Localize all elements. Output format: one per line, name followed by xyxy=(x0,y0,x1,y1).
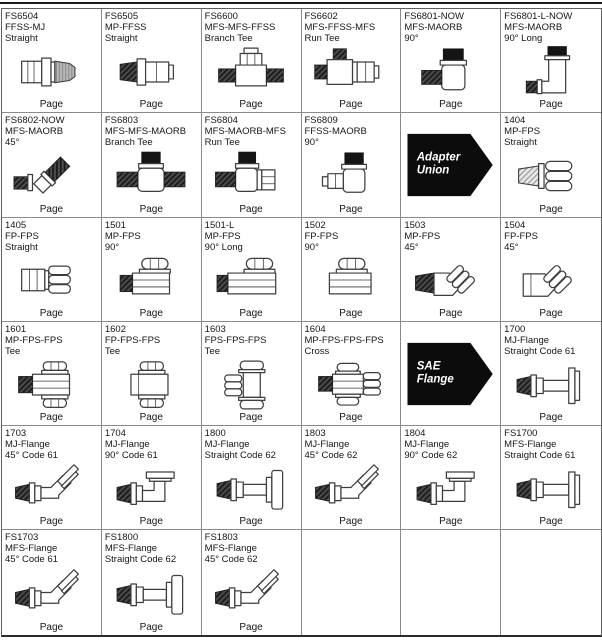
part-text xyxy=(2,9,101,44)
straight-mp-fps-icon xyxy=(501,148,601,203)
page-reference: Page xyxy=(39,203,64,215)
part-description: Tee xyxy=(104,345,121,357)
page-reference: Page xyxy=(339,412,363,424)
page-reference: Page xyxy=(239,99,263,111)
page-reference: Page xyxy=(239,203,263,215)
empty-cell xyxy=(302,530,402,634)
branch-tee-face-seal-icon xyxy=(202,44,301,99)
part-text xyxy=(302,113,401,148)
part-description: MP-FPS xyxy=(204,230,241,242)
part-text xyxy=(102,218,201,253)
part-description: 45° xyxy=(404,241,419,253)
part-number: 1501-L xyxy=(204,219,235,231)
part-description: MFS-MAORB xyxy=(404,22,463,33)
part-number: FS1703 xyxy=(5,532,39,544)
part-text xyxy=(2,113,101,148)
part-description: 45° Code 61 xyxy=(5,450,58,462)
elbow-90-long-mp-fps-icon xyxy=(202,253,301,308)
part-cell-1601 xyxy=(2,322,102,426)
part-description: MP-FPS xyxy=(104,230,141,242)
part-text xyxy=(2,426,101,461)
part-number: 1504 xyxy=(504,219,526,231)
part-description: Straight Code 61 xyxy=(504,345,576,357)
part-cell-1700 xyxy=(501,322,601,426)
part-description: MFS-Flange xyxy=(104,543,158,555)
part-text xyxy=(2,322,101,357)
elbow-90-fp-fps-icon xyxy=(302,253,401,308)
part-number: 1503 xyxy=(404,219,426,231)
part-cell-FS6801-NOW xyxy=(401,9,501,113)
part-text xyxy=(102,530,201,565)
flange-straight-62-icon xyxy=(102,565,201,621)
part-number: FS6802-NOW xyxy=(5,115,65,127)
part-text xyxy=(102,113,201,148)
part-number: FS6600 xyxy=(204,11,238,22)
part-description: Straight xyxy=(104,33,138,44)
part-text xyxy=(102,426,201,461)
part-description: 90° xyxy=(304,137,319,149)
part-description: Straight xyxy=(5,33,38,44)
page-reference: Page xyxy=(39,307,64,319)
part-text xyxy=(2,530,101,565)
part-text xyxy=(102,322,201,357)
part-description: 90° Long xyxy=(204,241,243,253)
part-description: 90° xyxy=(104,241,120,253)
elbow-45-orb-icon xyxy=(2,148,101,203)
part-number: FS1700 xyxy=(504,428,538,440)
part-text xyxy=(401,9,500,44)
arrow-label-line: Adapter xyxy=(416,151,461,164)
part-cell-1703 xyxy=(2,426,102,530)
flange-90-icon xyxy=(102,461,201,516)
tee-mp-fps-icon xyxy=(2,357,101,412)
page-reference: Page xyxy=(39,516,64,528)
part-text xyxy=(202,322,301,357)
part-description: 90° Code 61 xyxy=(104,450,158,462)
part-cell-1501-L xyxy=(202,218,302,322)
part-cell-1503 xyxy=(401,218,501,322)
page-reference: Page xyxy=(539,516,563,528)
page-top-rule xyxy=(0,2,602,4)
part-description: MP-FPS-FPS-FPS xyxy=(304,334,384,346)
page-reference: Page xyxy=(339,203,363,215)
part-number: 1804 xyxy=(404,428,426,440)
part-number: 1404 xyxy=(504,115,526,127)
part-cell-FS6602 xyxy=(302,9,402,113)
part-description: Straight Code 61 xyxy=(504,450,576,462)
page-reference: Page xyxy=(139,203,163,215)
part-cell-1405 xyxy=(2,218,102,322)
section-arrow-adapter-union xyxy=(401,113,501,217)
arrow-label xyxy=(417,360,454,387)
flange-45-icon xyxy=(302,461,401,516)
flange-straight-61-icon xyxy=(501,357,601,412)
page-reference: Page xyxy=(139,516,163,528)
part-description: MFS-FFSS-MFS xyxy=(304,22,376,33)
part-number: 1405 xyxy=(5,219,27,231)
part-cell-1404 xyxy=(501,113,601,217)
part-text xyxy=(401,218,500,253)
run-tee-face-seal-icon xyxy=(302,44,401,99)
arrow-label-line: Union xyxy=(416,164,450,177)
part-number: 1703 xyxy=(5,428,27,440)
part-cell-FS1703 xyxy=(2,530,102,634)
part-description: Straight xyxy=(504,137,537,149)
page-reference: Page xyxy=(239,621,263,633)
page-reference: Page xyxy=(539,307,563,319)
part-text xyxy=(202,426,301,461)
part-description: MFS-MAORB xyxy=(5,126,64,138)
page-reference: Page xyxy=(539,99,563,111)
part-text xyxy=(202,9,301,44)
arrow-label-line: Flange xyxy=(416,373,454,386)
part-description: FP-FPS xyxy=(504,230,538,242)
part-text xyxy=(501,426,601,461)
part-description: Branch Tee xyxy=(204,33,253,44)
part-description: MJ-Flange xyxy=(304,439,350,451)
part-description: Tee xyxy=(5,345,21,357)
part-description: Tee xyxy=(204,345,220,357)
part-cell-FS6802-NOW xyxy=(2,113,102,217)
part-number: 1501 xyxy=(104,219,126,231)
flange-straight-61-icon xyxy=(501,461,601,516)
part-text xyxy=(501,218,601,253)
part-cell-1704 xyxy=(102,426,202,530)
part-number: 1601 xyxy=(5,323,27,335)
part-description: MFS-MFS-MAORB xyxy=(104,126,187,138)
flange-straight-62-icon xyxy=(202,461,301,516)
part-description: MP-FPS xyxy=(404,230,441,242)
page-reference: Page xyxy=(139,412,163,424)
part-description: 45° xyxy=(504,241,519,253)
page-reference: Page xyxy=(139,99,163,111)
flange-45-icon xyxy=(2,461,101,516)
part-cell-FS1803 xyxy=(202,530,302,634)
cross-mp-fps-icon xyxy=(302,357,401,412)
part-number: 1604 xyxy=(304,323,326,335)
part-text xyxy=(401,426,500,461)
part-description: Run Tee xyxy=(204,137,240,149)
part-text xyxy=(302,9,401,44)
part-text xyxy=(501,9,601,44)
part-description: FP-FPS xyxy=(304,230,339,242)
part-description: MP-FPS xyxy=(504,126,541,138)
page-reference: Page xyxy=(339,307,363,319)
part-text xyxy=(501,322,601,357)
part-text xyxy=(302,322,401,357)
part-number: FS6801-L-NOW xyxy=(504,11,573,22)
page-reference: Page xyxy=(139,307,163,319)
part-cell-FS6505 xyxy=(102,9,202,113)
part-description: MFS-MAORB xyxy=(504,22,563,33)
page-reference: Page xyxy=(339,516,363,528)
part-description: FPS-FPS-FPS xyxy=(204,334,267,346)
section-arrow-sae-flange xyxy=(401,322,501,426)
empty-cell xyxy=(401,530,501,634)
page-reference: Page xyxy=(439,516,463,528)
part-cell-1504 xyxy=(501,218,601,322)
part-text xyxy=(2,218,101,253)
straight-fp-fps-icon xyxy=(2,253,101,308)
flange-45-icon xyxy=(202,565,301,621)
part-description: MFS-Flange xyxy=(504,439,557,451)
part-description: MJ-Flange xyxy=(204,439,250,451)
part-description: MP-FPS-FPS xyxy=(5,334,63,346)
part-description: MP-FFSS xyxy=(104,22,147,33)
elbow-90-ffss-orb-icon xyxy=(302,148,401,203)
part-cell-1501 xyxy=(102,218,202,322)
part-number: FS1800 xyxy=(104,532,139,544)
part-text xyxy=(501,113,601,148)
part-cell-1800 xyxy=(202,426,302,530)
part-description: FP-FPS-FPS xyxy=(104,334,161,346)
catalog-grid xyxy=(1,8,602,637)
part-cell-1603 xyxy=(202,322,302,426)
part-number: 1603 xyxy=(204,323,226,335)
part-text xyxy=(202,218,301,253)
part-number: FS6602 xyxy=(304,11,338,22)
part-description: MFS-MAORB-MFS xyxy=(204,126,286,138)
part-description: MFS-Flange xyxy=(5,543,58,555)
part-description: 90° Long xyxy=(504,33,543,44)
part-description: MJ-Flange xyxy=(104,439,150,451)
page-reference: Page xyxy=(439,99,463,111)
elbow-90-mp-fps-icon xyxy=(102,253,201,308)
section-arrow-shape xyxy=(403,121,499,209)
part-description: Run Tee xyxy=(304,33,340,44)
part-text xyxy=(302,218,401,253)
part-description: Branch Tee xyxy=(104,137,153,149)
part-description: 45° Code 62 xyxy=(204,554,258,566)
part-description: FFSS-MJ xyxy=(5,22,46,33)
part-cell-FS1700 xyxy=(501,426,601,530)
section-arrow-shape xyxy=(403,330,499,418)
part-cell-FS6801-L-NOW xyxy=(501,9,601,113)
part-number: FS6803 xyxy=(104,115,139,127)
branch-tee-orb-icon xyxy=(102,148,201,203)
part-description: MJ-Flange xyxy=(504,334,550,346)
arrow-label xyxy=(417,151,460,178)
part-cell-FS6803 xyxy=(102,113,202,217)
page-reference: Page xyxy=(39,412,64,424)
part-description: 45° Code 62 xyxy=(304,450,358,462)
part-description: MJ-Flange xyxy=(5,439,50,451)
part-description: Straight Code 62 xyxy=(204,450,276,462)
part-cell-FS6600 xyxy=(202,9,302,113)
straight-male-pipe-icon xyxy=(102,44,201,99)
part-cell-FS1800 xyxy=(102,530,202,634)
part-description: Straight Code 62 xyxy=(104,554,177,566)
straight-mj-cone-icon xyxy=(2,44,101,99)
part-text xyxy=(202,530,301,565)
page-reference: Page xyxy=(239,412,263,424)
part-text xyxy=(102,9,201,44)
page-reference: Page xyxy=(339,99,363,111)
part-description: MJ-Flange xyxy=(404,439,450,451)
part-description: 45° Code 61 xyxy=(5,554,58,566)
part-number: 1704 xyxy=(104,428,126,440)
elbow-90-long-orb-icon xyxy=(501,44,601,99)
part-cell-FS6809 xyxy=(302,113,402,217)
part-number: FS6809 xyxy=(304,115,338,127)
part-number: 1700 xyxy=(504,323,526,335)
part-number: 1803 xyxy=(304,428,326,440)
part-description: 45° xyxy=(5,137,20,149)
part-description: MFS-Flange xyxy=(204,543,257,555)
part-cell-1803 xyxy=(302,426,402,530)
part-text xyxy=(302,426,401,461)
page-reference: Page xyxy=(139,621,163,633)
part-cell-1604 xyxy=(302,322,402,426)
part-cell-FS6504 xyxy=(2,9,102,113)
part-description: Cross xyxy=(304,345,330,357)
empty-cell xyxy=(501,530,601,634)
part-cell-1602 xyxy=(102,322,202,426)
part-cell-1804 xyxy=(401,426,501,530)
page-reference: Page xyxy=(539,412,563,424)
part-number: FS6504 xyxy=(5,11,39,22)
page-reference: Page xyxy=(539,203,563,215)
part-number: 1800 xyxy=(204,428,226,440)
part-description: MFS-MFS-FFSS xyxy=(204,22,276,33)
tee-fps-fps-fps-icon xyxy=(202,357,301,412)
page-reference: Page xyxy=(239,307,263,319)
flange-90-icon xyxy=(401,461,500,516)
elbow-45-mp-fps-icon xyxy=(401,253,500,308)
part-cell-FS6804 xyxy=(202,113,302,217)
part-description: 90° xyxy=(304,241,319,253)
elbow-45-fp-fps-icon xyxy=(501,253,601,308)
part-number: FS6505 xyxy=(104,11,139,22)
arrow-label-line: SAE xyxy=(416,360,441,373)
page-reference: Page xyxy=(439,307,463,319)
part-description: 90° Code 62 xyxy=(404,450,458,462)
part-description: 90° xyxy=(404,33,419,44)
part-description: FP-FPS xyxy=(5,230,39,242)
flange-45-icon xyxy=(2,565,101,621)
part-number: FS6804 xyxy=(204,115,238,127)
part-cell-1502 xyxy=(302,218,402,322)
part-number: FS6801-NOW xyxy=(404,11,464,22)
tee-fp-fps-icon xyxy=(102,357,201,412)
run-tee-orb-icon xyxy=(202,148,301,203)
part-description: FFSS-MAORB xyxy=(304,126,367,138)
page-reference: Page xyxy=(239,516,263,528)
page-reference: Page xyxy=(39,621,64,633)
part-description: Straight xyxy=(5,241,38,253)
part-text xyxy=(202,113,301,148)
part-number: FS1803 xyxy=(204,532,238,544)
part-number: 1502 xyxy=(304,219,326,231)
page-reference: Page xyxy=(39,99,64,111)
elbow-90-orb-icon xyxy=(401,44,500,99)
part-number: 1602 xyxy=(104,323,126,335)
